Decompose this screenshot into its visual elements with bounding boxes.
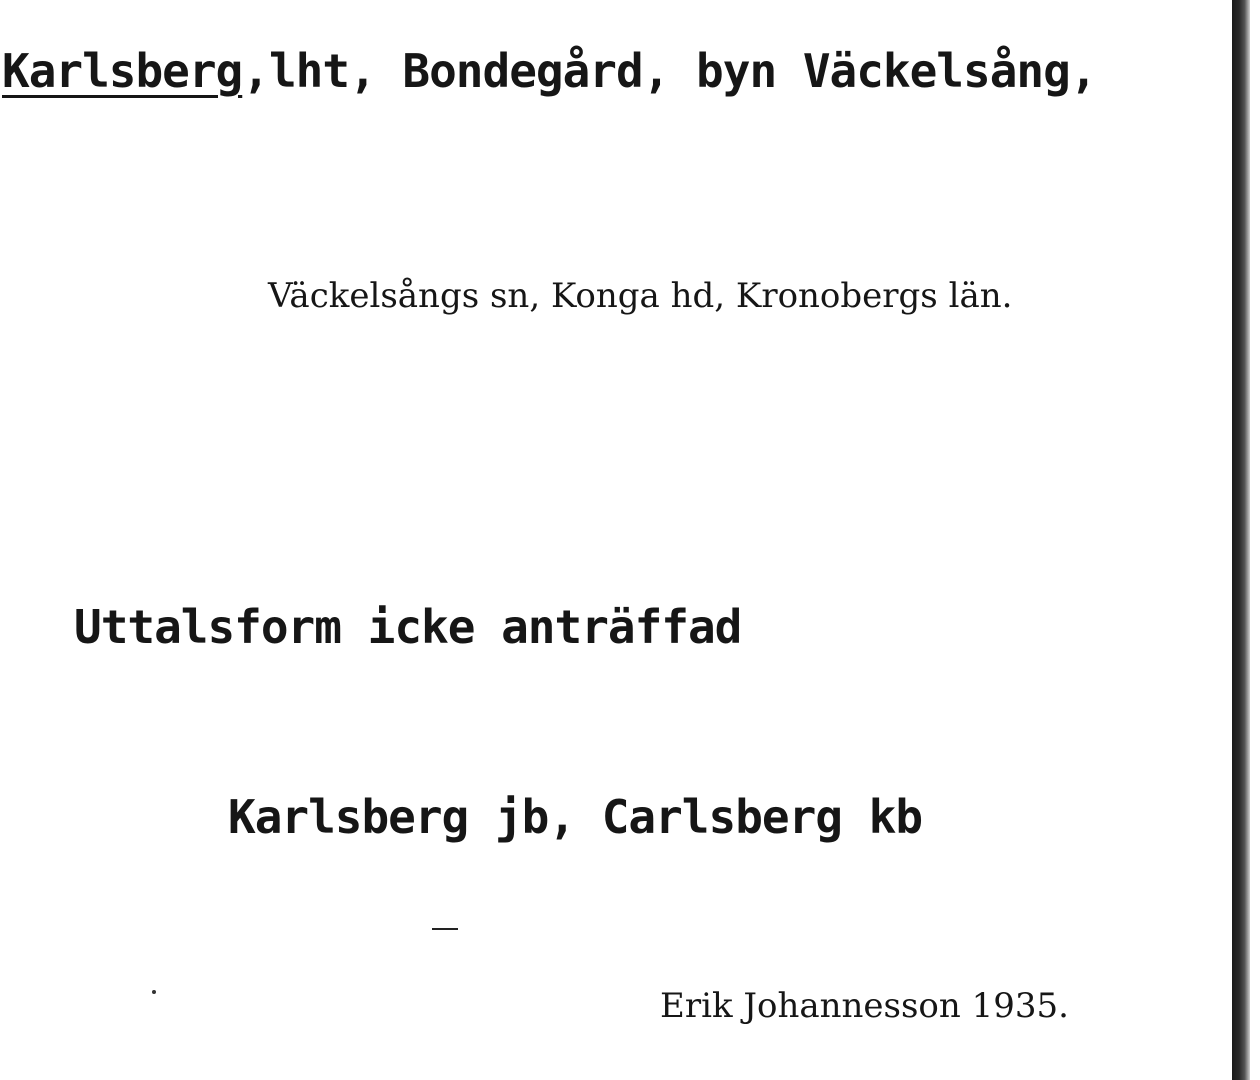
heading-rest: ,lht, Bondegård, byn Väckelsång, xyxy=(242,44,1097,98)
headword: Karlsberg xyxy=(2,44,243,98)
pronunciation-note: Uttalsform icke anträffad xyxy=(74,600,742,654)
card-heading xyxy=(2,44,1096,98)
ink-speck xyxy=(152,990,156,994)
location-line: Väckelsångs sn, Konga hd, Kronobergs län. xyxy=(268,276,1013,316)
separator-dash xyxy=(432,928,458,930)
card-edge-border xyxy=(1232,0,1250,1080)
signature: Erik Johannesson 1935. xyxy=(660,986,1069,1026)
sources-line: Karlsberg jb, Carlsberg kb xyxy=(228,790,923,844)
